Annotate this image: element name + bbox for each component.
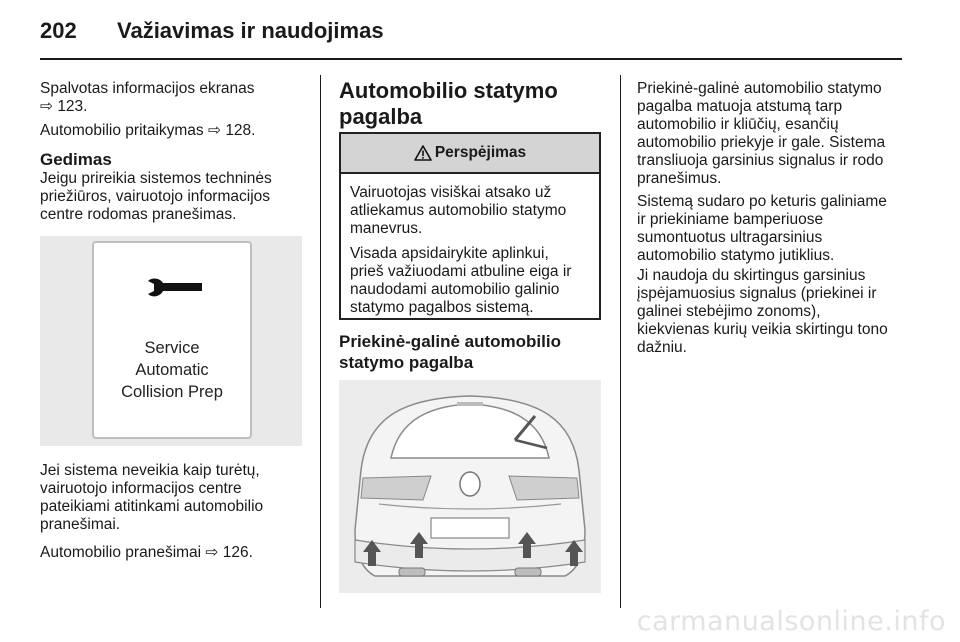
- warning-box: [339, 132, 601, 320]
- page-title: Važiavimas ir naudojimas: [117, 18, 384, 43]
- section-heading: Gedimas: [40, 150, 112, 169]
- body-line: automobilio priekyje ir gale. Sistema: [637, 134, 886, 151]
- service-display-panel: [92, 241, 252, 439]
- service-display-line: Automatic: [135, 361, 209, 379]
- body-line: automobilio ir kliūčių, esančių: [637, 116, 839, 133]
- warning-title: Perspėjimas: [434, 144, 527, 161]
- car-rear-sensor-diagram: [339, 380, 601, 593]
- body-line: automobilio statymo jutiklius.: [637, 247, 835, 264]
- ref-text: Automobilio pranešimai: [40, 544, 202, 561]
- service-display-line: Service: [144, 339, 200, 357]
- body-line: kiekvienas kurių veikia skirtingu tono: [637, 321, 888, 338]
- body-line: sumontuotus ultragarsinius: [637, 229, 823, 246]
- body-line: galinei stebėjimo zonoms),: [637, 303, 821, 320]
- heading-line: Automobilio statymo: [339, 78, 558, 103]
- body-line: pranešimus.: [637, 170, 722, 187]
- arrow-right-icon: ⇨: [205, 544, 219, 561]
- description-paragraph-3: [637, 267, 905, 357]
- watermark: carmanualsonline.info: [636, 606, 946, 637]
- warning-line: prieš važiuodami atbuline eiga ir: [350, 263, 572, 280]
- warning-line: naudodami automobilio galinio: [350, 281, 560, 298]
- arrow-right-icon: ⇨: [208, 122, 221, 139]
- body-line: pagalba matuoja atstumą tarp: [637, 98, 843, 115]
- body-line: ir priekiniame bamperiuose: [637, 211, 824, 228]
- header-rule: [40, 58, 902, 60]
- wrench-icon: [146, 277, 204, 299]
- warning-header: [341, 134, 599, 174]
- body-line: pranešimai.: [40, 516, 121, 533]
- body-line: įspėjamuosius signalus (priekinei ir: [637, 285, 877, 302]
- heading-line: statymo pagalba: [339, 353, 474, 372]
- ref-page-link[interactable]: 128.: [225, 122, 256, 139]
- cross-reference-1: [40, 80, 300, 116]
- body-line: priežiūros, vairuotojo informacijos: [40, 188, 271, 205]
- service-display-text: [94, 337, 250, 403]
- warning-body: [350, 184, 594, 317]
- arrow-right-icon: ⇨: [40, 98, 53, 115]
- body-line: transliuoja garsinius signalus ir rodo: [637, 152, 884, 169]
- body-line: Jeigu prireikia sistemos techninės: [40, 170, 272, 187]
- main-section-heading: [339, 78, 601, 130]
- body-line: Ji naudoja du skirtingus garsinius: [637, 267, 866, 284]
- warning-line: manevrus.: [350, 220, 423, 237]
- after-illustration-paragraph: [40, 462, 300, 534]
- cross-reference-2: [40, 122, 300, 140]
- body-line: Sistemą sudaro po keturis galiniame: [637, 193, 887, 210]
- ref-page-link[interactable]: 126.: [222, 544, 253, 561]
- car-rear-illustration: [339, 380, 601, 593]
- body-line: vairuotojo informacijos centre: [40, 480, 242, 497]
- body-line: pateikiami atitinkami automobilio: [40, 498, 264, 515]
- gedimas-section: [40, 150, 300, 224]
- body-line: dažniu.: [637, 339, 687, 356]
- subsection-heading: [339, 331, 601, 373]
- ref-text: Spalvotas informacijos ekranas: [40, 80, 255, 97]
- description-paragraph-2: [637, 193, 905, 265]
- description-paragraph-1: [637, 80, 905, 188]
- page-number: 202: [40, 18, 77, 43]
- heading-line: pagalba: [339, 104, 423, 129]
- service-display-line: Collision Prep: [121, 383, 223, 401]
- body-line: Jei sistema neveikia kaip turėtų,: [40, 462, 260, 479]
- warning-line: statymo pagalbos sistemą.: [350, 299, 534, 316]
- ref-text: Automobilio pritaikymas: [40, 122, 204, 139]
- body-line: centre rodomas pranešimas.: [40, 206, 237, 223]
- ref-page-link[interactable]: 123.: [57, 98, 88, 115]
- column-divider-right: [620, 75, 621, 608]
- warning-line: Visada apsidairykite aplinkui,: [350, 245, 549, 262]
- warning-line: Vairuotojas visiškai atsako už: [350, 184, 552, 201]
- column-divider-left: [320, 75, 321, 608]
- warning-line: atliekamus automobilio statymo: [350, 202, 567, 219]
- warning-triangle-icon: [414, 145, 432, 161]
- cross-reference-3: [40, 544, 300, 562]
- body-line: Priekinė-galinė automobilio statymo: [637, 80, 882, 97]
- heading-line: Priekinė-galinė automobilio: [339, 332, 561, 351]
